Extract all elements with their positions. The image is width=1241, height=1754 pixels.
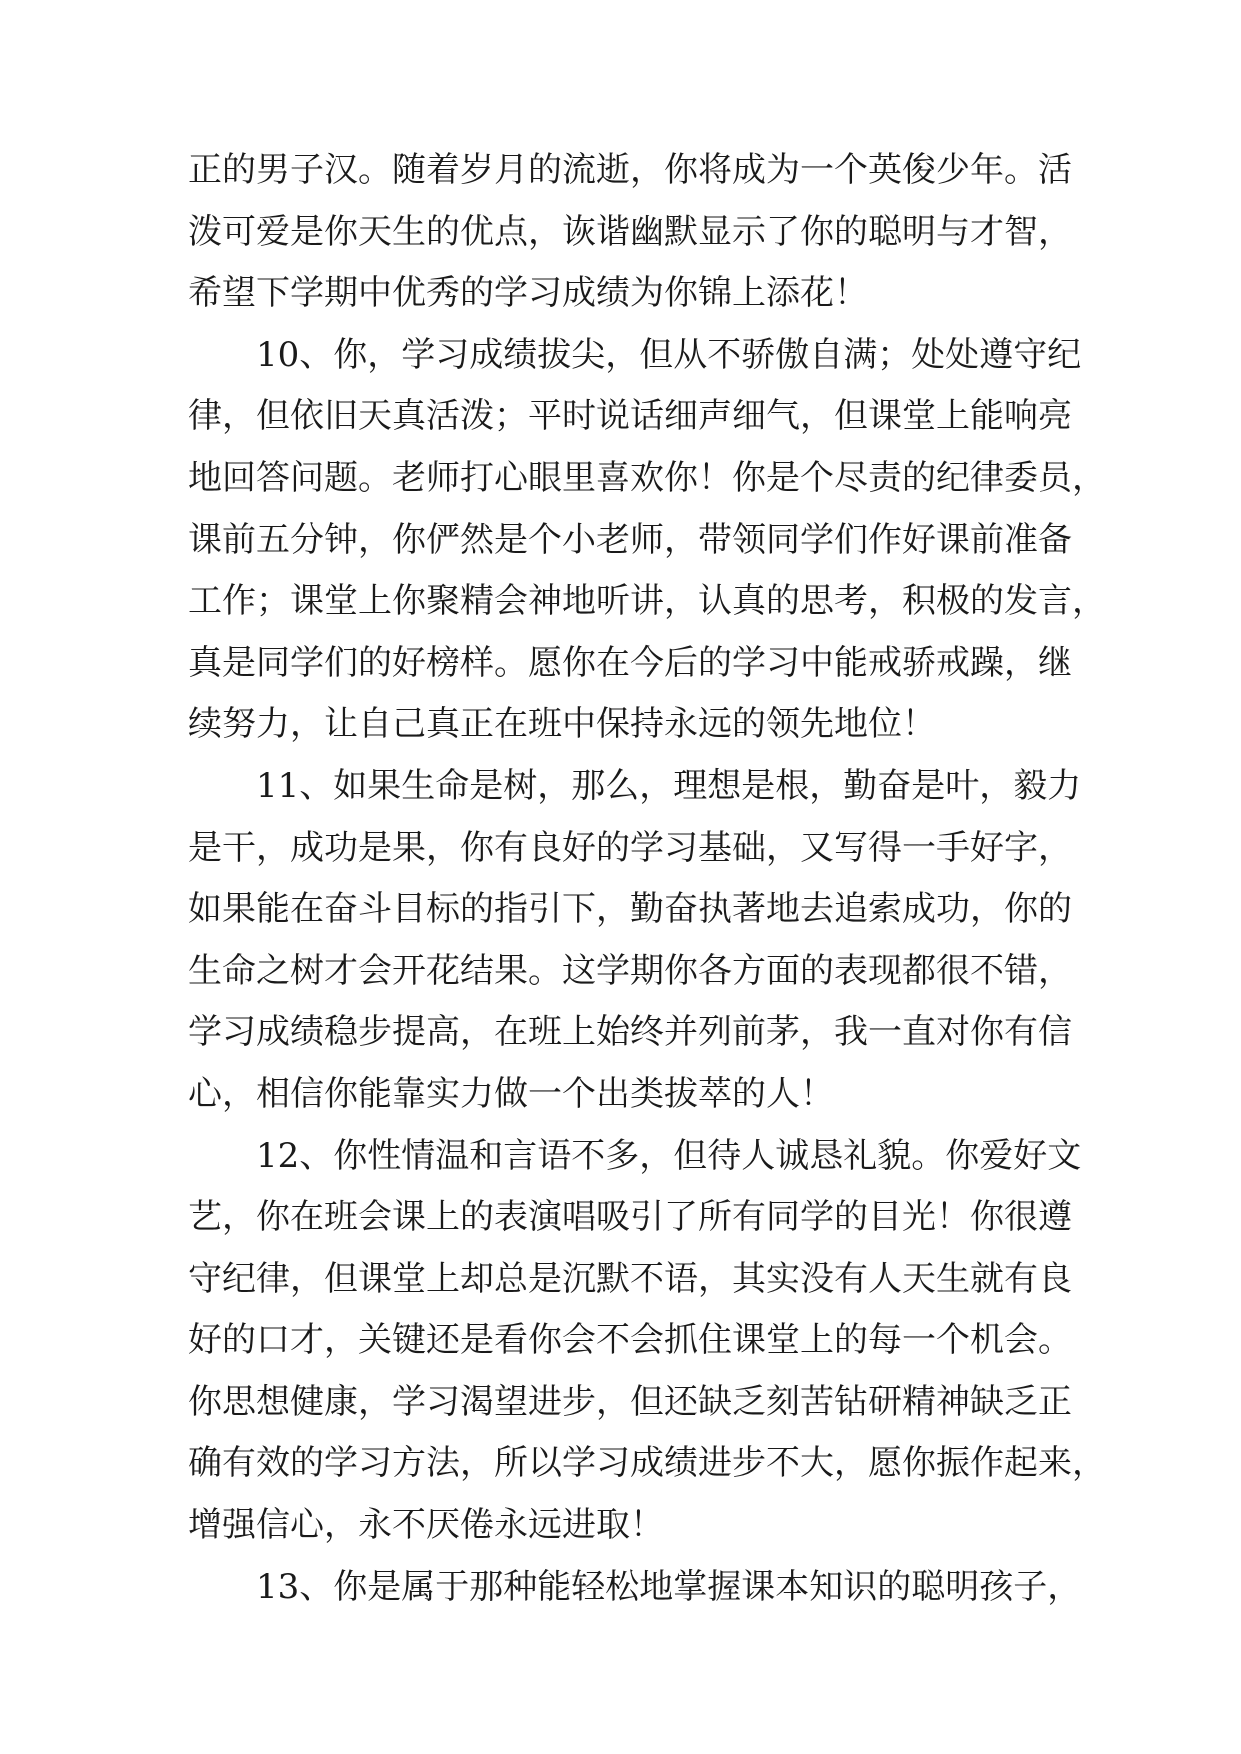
text-line: 泼可爱是你天生的优点，诙谐幽默显示了你的聪明与才智， [188,211,1072,252]
text-line: 真是同学们的好榜样。愿你在今后的学习中能戒骄戒躁，继 [188,642,1072,683]
text-line: 12、你性情温和言语不多，但待人诚恳礼貌。你爱好文 [256,1135,1082,1176]
text-line: 心，相信你能靠实力做一个出类拔萃的人！ [188,1073,834,1114]
text-line: 11、如果生命是树，那么，理想是根，勤奋是叶，毅力 [256,765,1082,806]
text-line: 确有效的学习方法，所以学习成绩进步不大，愿你振作起来， [188,1443,1106,1484]
text-line: 生命之树才会开花结果。这学期你各方面的表现都很不错， [188,950,1072,991]
text-line: 希望下学期中优秀的学习成绩为你锦上添花！ [188,273,868,314]
text-line: 13、你是属于那种能轻松地掌握课本知识的聪明孩子， [256,1566,1082,1607]
paragraph-10 [188,325,1106,756]
text-line: 续努力，让自己真正在班中保持永远的领先地位！ [188,704,936,745]
text-line: 工作；课堂上你聚精会神地听讲，认真的思考，积极的发言， [188,581,1106,622]
text-line: 守纪律，但课堂上却总是沉默不语，其实没有人天生就有良 [188,1258,1072,1299]
text-line: 地回答问题。老师打心眼里喜欢你！你是个尽责的纪律委员， [188,457,1106,498]
text-line: 学习成绩稳步提高，在班上始终并列前茅，我一直对你有信 [188,1012,1072,1053]
text-line: 正的男子汉。随着岁月的流逝，你将成为一个英俊少年。活 [188,150,1072,190]
text-line: 是干，成功是果，你有良好的学习基础，又写得一手好字， [188,827,1072,868]
text-line: 增强信心，永不厌倦永远进取！ [188,1505,664,1546]
text-line: 艺，你在班会课上的表演唱吸引了所有同学的目光！你很遵 [188,1197,1072,1238]
document-body [188,140,1106,1618]
paragraph-11 [188,756,1082,1126]
text-line: 课前五分钟，你俨然是个小老师，带领同学们作好课前准备 [188,519,1072,560]
paragraph-12 [188,1126,1106,1557]
text-line: 你思想健康，学习渴望进步，但还缺乏刻苦钻研精神缺乏正 [188,1381,1072,1422]
text-line: 10、你，学习成绩拔尖，但从不骄傲自满；处处遵守纪 [256,334,1082,375]
paragraph-13 [188,1557,1082,1619]
paragraph-continuation [188,140,1072,325]
text-line: 律，但依旧天真活泼；平时说话细声细气，但课堂上能响亮 [188,396,1072,437]
text-line: 如果能在奋斗目标的指引下，勤奋执著地去追索成功，你的 [188,889,1072,930]
text-line: 好的口才，关键还是看你会不会抓住课堂上的每一个机会。 [188,1320,1072,1361]
